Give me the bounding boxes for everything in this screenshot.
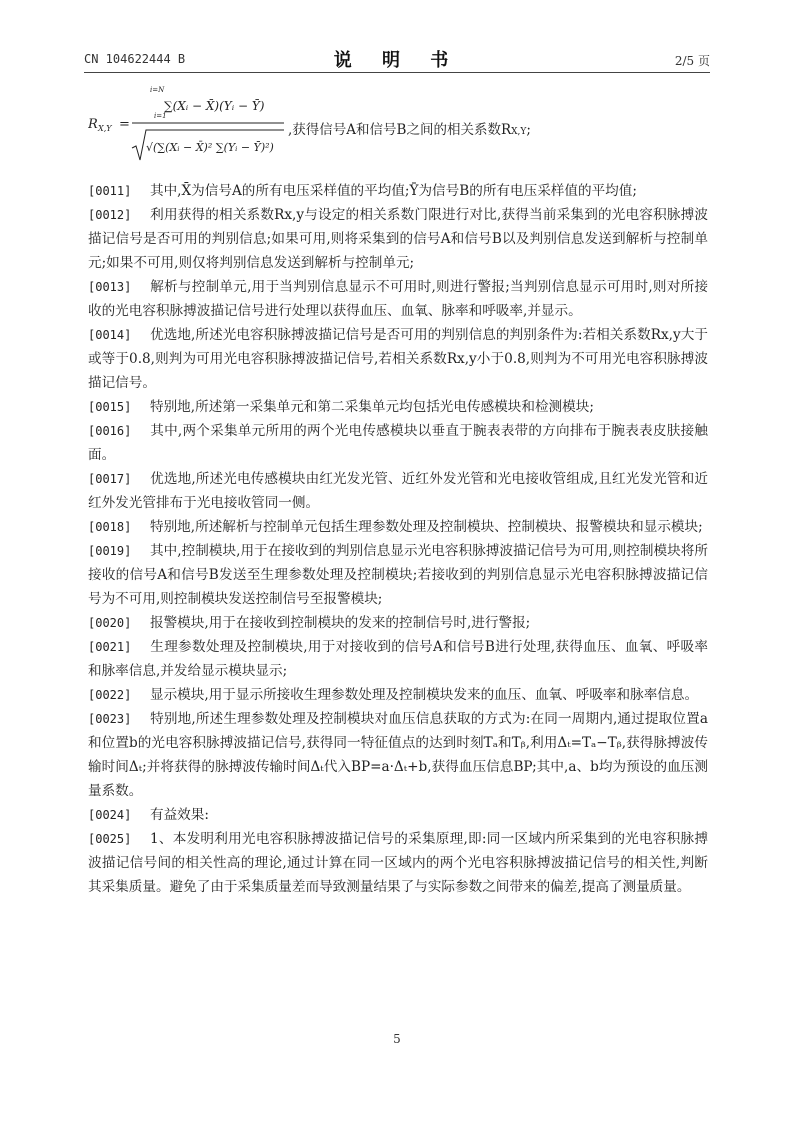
formula-lhs: R xyxy=(88,117,98,132)
page-header xyxy=(84,46,710,70)
paragraph-text: 特别地,所述生理参数处理及控制模块对血压信息获取的方式为:在同一周期内,通过提取位置a和位置b的光电容积脉搏波描记信号,获得同一特征值点的达到时刻Tₐ和Tᵦ,利用Δₜ=Tₐ−Tᵦ,获得脉搏波传输时间Δₜ;并将获得的脉搏波传输时间Δₜ代入BP=a·Δₜ+b,获得血压信息BP;其中,a、b均为预设的血压测量系数。 xyxy=(88,711,708,799)
paragraph-number: [0024] xyxy=(88,808,132,822)
paragraph-number: [0017] xyxy=(88,472,132,486)
paragraph-number: [0021] xyxy=(88,640,132,654)
paragraph-number: [0014] xyxy=(88,328,132,342)
paragraph-0014 xyxy=(88,323,708,395)
paragraph-text: 特别地,所述第一采集单元和第二采集单元均包括光电传感模块和检测模块; xyxy=(150,399,594,415)
paragraph-0011 xyxy=(88,179,708,203)
formula-sum-bottom: i=1 xyxy=(154,112,167,120)
paragraph-0020 xyxy=(88,611,708,635)
paragraph-0019 xyxy=(88,539,708,611)
paragraph-0018 xyxy=(88,515,708,539)
paragraph-0015 xyxy=(88,395,708,419)
formula-lhs-sub: X,Y xyxy=(98,124,112,133)
paragraph-number: [0018] xyxy=(88,520,132,534)
paragraph-text: 生理参数处理及控制模块,用于对接收到的信号A和信号B进行处理,获得血压、血氧、呼吸率和脉率信息,并发给显示模块显示; xyxy=(88,639,708,679)
formula-denominator: √(∑(Xᵢ − X̄)² ∑(Yᵢ − Ȳ)²) xyxy=(146,141,274,154)
paragraph-text: 优选地,所述光电容积脉搏波描记信号是否可用的判别信息的判别条件为:若相关系数Rx,y大于或等于0.8,则判为可用光电容积脉搏波描记信号,若相关系数Rx,y小于0.8,则判为不可用光电容积脉搏波描记信号。 xyxy=(88,327,708,391)
paragraph-text: 报警模块,用于在接收到控制模块的发来的控制信号时,进行警报; xyxy=(150,615,531,631)
paragraph-text: 其中,X̄为信号A的所有电压采样值的平均值;Ȳ为信号B的所有电压采样值的平均值; xyxy=(150,183,637,199)
paragraph-number: [0016] xyxy=(88,424,132,438)
formula-sum-top: i=N xyxy=(150,86,165,94)
paragraph-number: [0020] xyxy=(88,616,132,630)
formula-graphic xyxy=(88,86,288,164)
patent-number: CN 104622444 B xyxy=(84,52,186,66)
paragraph-0023 xyxy=(88,707,708,803)
paragraph-text: 利用获得的相关系数Rx,y与设定的相关系数门限进行对比,获得当前采集到的光电容积脉搏波描记信号是否可用的判别信息;如果可用,则将采集到的信号A和信号B以及判别信息发送到解析与控制单元;如果不可用,则仅将判别信息发送到解析与控制单元; xyxy=(88,207,708,271)
paragraph-text: 解析与控制单元,用于当判别信息显示不可用时,则进行警报;当判别信息显示可用时,则对所接收的光电容积脉搏波描记信号进行处理以获得血压、血氧、脉率和呼吸率,并显示。 xyxy=(88,279,708,319)
paragraph-text: 优选地,所述光电传感模块由红光发光管、近红外发光管和光电接收管组成,且红光发光管和近红外发光管排布于光电接收管同一侧。 xyxy=(88,471,708,511)
paragraph-0017 xyxy=(88,467,708,515)
paragraph-0013 xyxy=(88,275,708,323)
header-rule xyxy=(84,72,710,73)
formula-suffix: ,获得信号A和信号B之间的相关系数RX,Y; xyxy=(288,122,531,138)
paragraph-number: [0022] xyxy=(88,688,132,702)
paragraph-text: 显示模块,用于显示所接收生理参数处理及控制模块发来的血压、血氧、呼吸率和脉率信息。 xyxy=(150,687,699,703)
paragraph-number: [0013] xyxy=(88,280,132,294)
paragraph-0021 xyxy=(88,635,708,683)
paragraph-0025 xyxy=(88,827,708,899)
paragraph-0012 xyxy=(88,203,708,275)
paragraph-text: 其中,控制模块,用于在接收到的判别信息显示光电容积脉搏波描记信号为可用,则控制模块将所接收的信号A和信号B发送至生理参数处理及控制模块;若接收到的判别信息显示光电容积脉搏波描记信号为不可用,则控制模块发送控制信号至报警模块; xyxy=(88,543,708,607)
paragraph-text: 特别地,所述解析与控制单元包括生理参数处理及控制模块、控制模块、报警模块和显示模块; xyxy=(150,519,703,535)
document-body xyxy=(88,179,708,899)
formula-numerator: ∑(Xᵢ − X̄)(Yᵢ − Ȳ) xyxy=(164,99,265,113)
paragraph-0024 xyxy=(88,803,708,827)
correlation-formula xyxy=(88,86,708,164)
paragraph-number: [0012] xyxy=(88,208,132,222)
paragraph-text: 1、本发明利用光电容积脉搏波描记信号的采集原理,即:同一区域内所采集到的光电容积脉搏波描记信号间的相关性高的理论,通过计算在同一区域内的两个光电容积脉搏波描记信号的相关性,判断其采集质量。避免了由于采集质量差而导致测量结果了与实际参数之间带来的偏差,提高了测量质量。 xyxy=(88,831,708,895)
paragraph-0022 xyxy=(88,683,708,707)
formula-equals: = xyxy=(119,117,130,132)
paragraph-number: [0011] xyxy=(88,184,132,198)
paragraph-number: [0019] xyxy=(88,544,132,558)
paragraph-text: 其中,两个采集单元所用的两个光电传感模块以垂直于腕表表带的方向排布于腕表表皮肤接触面。 xyxy=(88,423,708,463)
paragraph-number: [0025] xyxy=(88,832,132,846)
document-title: 说 明 书 xyxy=(333,50,461,71)
page-info: 2/5 页 xyxy=(674,54,710,68)
page-number: 5 xyxy=(393,1032,401,1046)
paragraph-text: 有益效果: xyxy=(150,807,209,823)
paragraph-number: [0023] xyxy=(88,712,132,726)
paragraph-number: [0015] xyxy=(88,400,132,414)
paragraph-0016 xyxy=(88,419,708,467)
